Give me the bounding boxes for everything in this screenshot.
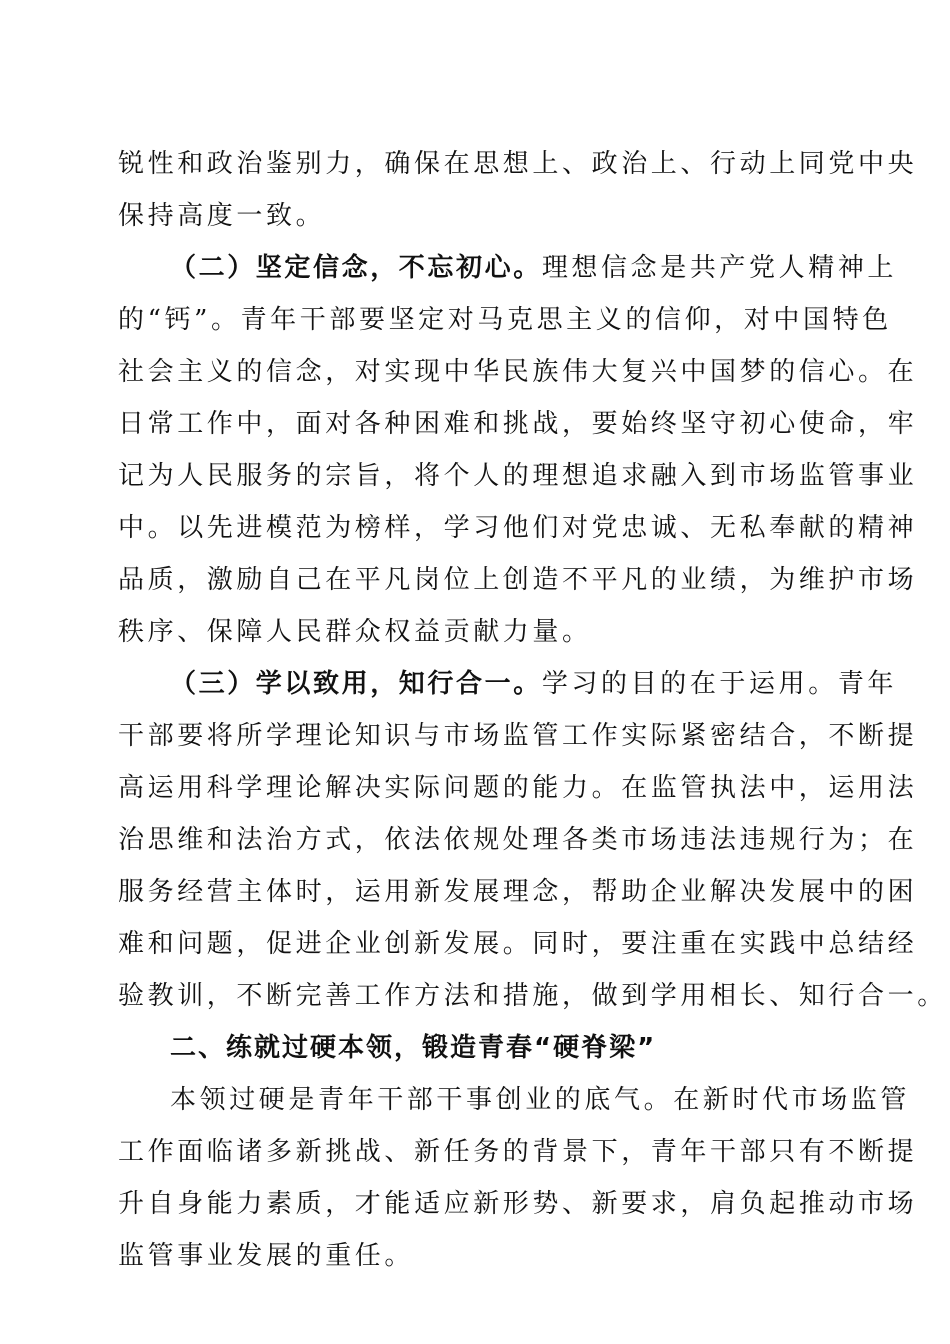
text-line: 保持高度一致。 bbox=[118, 201, 326, 231]
text-line bbox=[118, 242, 898, 294]
section-heading: 二、练就过硬本领，锻造青春“硬脊梁” bbox=[170, 1033, 657, 1063]
text-line: 的“钙”。青年干部要坚定对马克思主义的信仰，对中国特色 bbox=[118, 305, 892, 335]
text-line: 中。以先进模范为榜样，学习他们对党忠诚、无私奉献的精神 bbox=[118, 513, 918, 543]
paragraph-continuation bbox=[118, 138, 918, 242]
text-line: 本领过硬是青年干部干事创业的底气。在新时代市场监管 bbox=[170, 1085, 911, 1115]
text-line: 干部要将所学理论知识与市场监管工作实际紧密结合，不断提 bbox=[118, 721, 918, 751]
paragraph-apply-learning bbox=[118, 658, 947, 1022]
text-line: 工作面临诸多新挑战、新任务的背景下，青年干部只有不断提 bbox=[118, 1137, 918, 1167]
text-line: 社会主义的信念，对实现中华民族伟大复兴中国梦的信心。在 bbox=[118, 357, 918, 387]
text-line: 监管事业发展的重任。 bbox=[118, 1241, 415, 1271]
text-line: 锐性和政治鉴别力，确保在思想上、政治上、行动上同党中央 bbox=[118, 149, 918, 179]
text-line: 服务经营主体时，运用新发展理念，帮助企业解决发展中的困 bbox=[118, 877, 918, 907]
text-line: 品质，激励自己在平凡岗位上创造不平凡的业绩，为维护市场 bbox=[118, 565, 918, 595]
text-run: 理想信念是共产党人精神上 bbox=[541, 253, 898, 283]
text-line: 治思维和法治方式，依法依规处理各类市场违法违规行为；在 bbox=[118, 825, 918, 855]
section-subheading: （二）坚定信念，不忘初心。 bbox=[170, 253, 542, 283]
paragraph-firm-belief bbox=[118, 242, 918, 658]
text-line: 秩序、保障人民群众权益贡献力量。 bbox=[118, 617, 592, 647]
text-line: 高运用科学理论解决实际问题的能力。在监管执法中，运用法 bbox=[118, 773, 918, 803]
text-line: 记为人民服务的宗旨，将个人的理想追求融入到市场监管事业 bbox=[118, 461, 918, 491]
text-line: 升自身能力素质，才能适应新形势、新要求，肩负起推动市场 bbox=[118, 1189, 918, 1219]
paragraph-skills bbox=[118, 1074, 918, 1282]
text-line: 难和问题，促进企业创新发展。同时，要注重在实践中总结经 bbox=[118, 929, 918, 959]
text-line: 验教训，不断完善工作方法和措施，做到学用相长、知行合一。 bbox=[118, 981, 947, 1011]
text-line bbox=[118, 658, 898, 710]
text-line: 日常工作中，面对各种困难和挑战，要始终坚守初心使命，牢 bbox=[118, 409, 918, 439]
text-run: 学习的目的在于运用。青年 bbox=[541, 669, 898, 699]
document-page bbox=[118, 138, 947, 1282]
section-subheading: （三）学以致用，知行合一。 bbox=[170, 669, 542, 699]
